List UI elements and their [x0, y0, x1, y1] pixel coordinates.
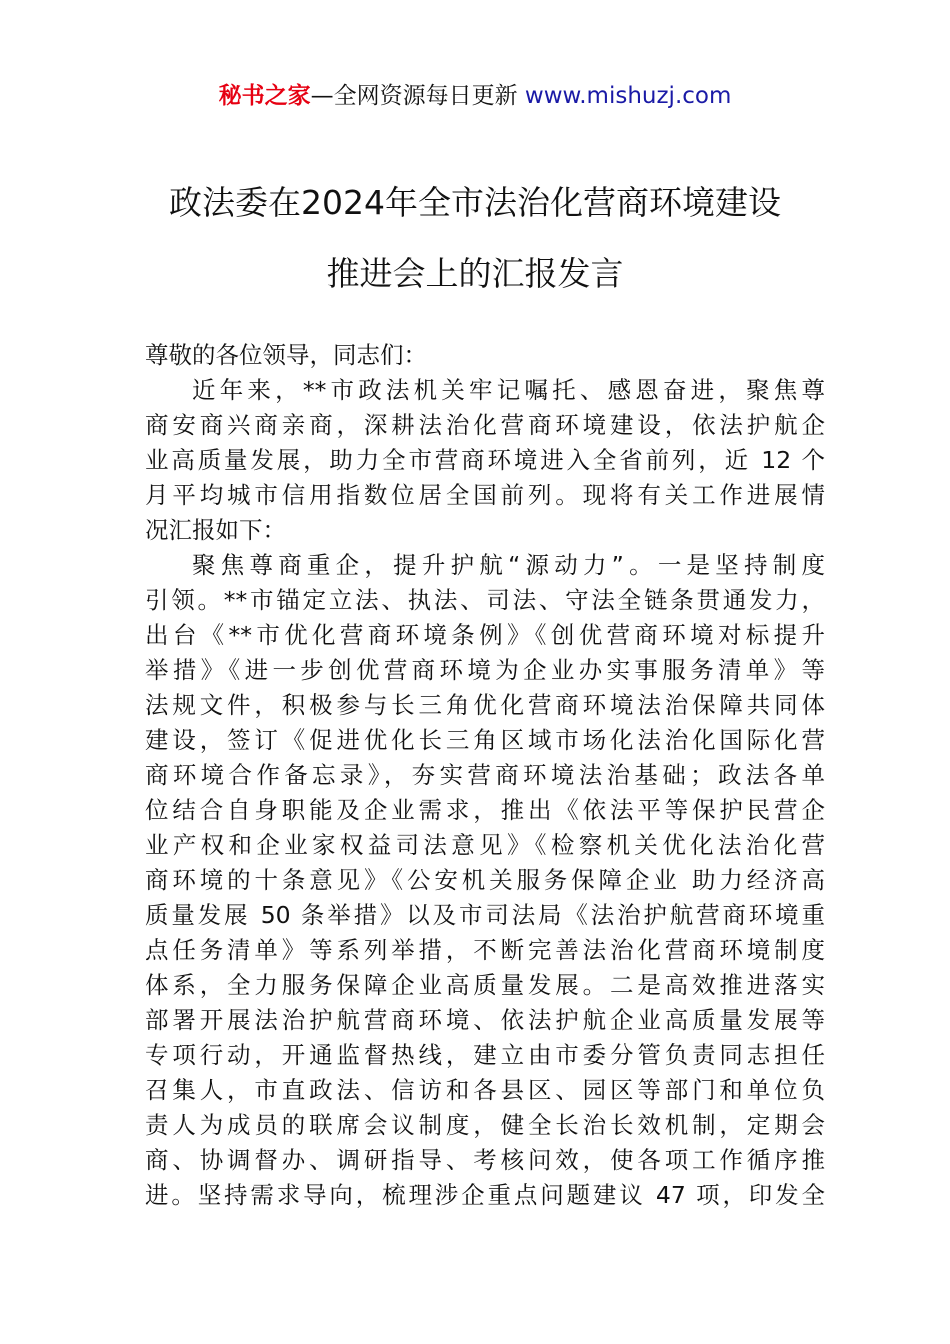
body-line: 引领。**市锚定立法、执法、司法、守法全链条贯通发力，: [145, 586, 825, 614]
body-line: 业产权和企业家权益司法意见》《检察机关优化法治化营: [145, 831, 825, 859]
salutation: 尊敬的各位领导，同志们：: [145, 341, 427, 369]
body-line: 质量发展 50 条举措》以及市司法局《法治护航营商环境重: [145, 901, 825, 929]
body-line: 况汇报如下：: [145, 516, 286, 544]
body-line: 月平均城市信用指数位居全国前列。现将有关工作进展情: [145, 481, 825, 509]
body-line: 点任务清单》等系列举措，不断完善法治化营商环境制度: [145, 936, 825, 964]
site-brand: 秘书之家: [218, 83, 311, 109]
document-title-line-2: 推进会上的汇报发言: [326, 254, 624, 293]
body-line: 商、协调督办、调研指导、考核问效，使各项工作循序推: [145, 1146, 825, 1174]
site-header: [0, 80, 950, 112]
body-line: 商环境合作备忘录》，夯实营商环境法治基础；政法各单: [145, 761, 825, 789]
body-line: 法规文件，积极参与长三角优化营商环境法治保障共同体: [145, 691, 825, 719]
body-line: 业高质量发展，助力全市营商环境进入全省前列，近 12 个: [145, 446, 825, 474]
body-line: 商安商兴商亲商，深耕法治化营商环境建设，依法护航企: [145, 411, 825, 439]
body-line: 近年来，**市政法机关牢记嘱托、感恩奋进，聚焦尊: [192, 376, 825, 404]
body-line: 召集人，市直政法、信访和各县区、园区等部门和单位负: [145, 1076, 825, 1104]
body-line: 聚焦尊商重企，提升护航“源动力”。一是坚持制度: [192, 551, 825, 579]
body-line: 专项行动，开通监督热线，建立由市委分管负责同志担任: [145, 1041, 825, 1069]
body-line: 部署开展法治护航营商环境、依法护航企业高质量发展等: [145, 1006, 825, 1034]
document-title-line-1: 政法委在2024年全市法治化营商环境建设: [169, 183, 781, 222]
body-line: 责人为成员的联席会议制度，健全长治长效机制，定期会: [145, 1111, 825, 1139]
site-tagline: —全网资源每日更新: [310, 83, 518, 109]
body-line: 位结合自身职能及企业需求，推出《依法平等保护民营企: [145, 796, 825, 824]
body-line: 出台《**市优化营商环境条例》《创优营商环境对标提升: [145, 621, 825, 649]
body-line: 举措》《进一步创优营商环境为企业办实事服务清单》等: [145, 656, 825, 684]
document-body: [145, 338, 825, 1213]
body-line: 商环境的十条意见》《公安机关服务保障企业 助力经济高: [145, 866, 825, 894]
body-line: 进。坚持需求导向，梳理涉企重点问题建议 47 项，印发全: [145, 1181, 825, 1209]
body-line: 建设，签订《促进优化长三角区域市场化法治化国际化营: [145, 726, 825, 754]
body-line: 体系，全力服务保障企业高质量发展。二是高效推进落实: [145, 971, 825, 999]
site-url-link[interactable]: www.mishuzj.com: [524, 83, 732, 109]
